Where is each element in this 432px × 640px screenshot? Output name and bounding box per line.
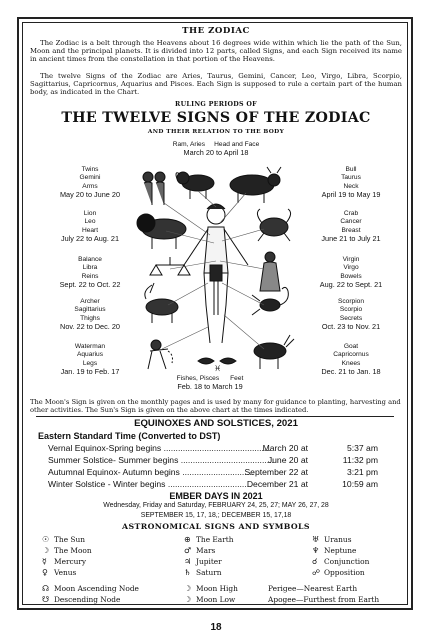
- saturn-icon: ♄: [184, 568, 192, 577]
- page-number: 18: [210, 622, 222, 633]
- sign-latin: Cancer: [340, 218, 362, 226]
- symbol-label: Saturn: [196, 568, 222, 577]
- sun-icon: ☉: [42, 535, 50, 544]
- scorpion-icon: [252, 287, 288, 315]
- symbol-label: Mars: [196, 546, 216, 555]
- symbol-label: Moon High: [196, 584, 238, 593]
- opposition-icon: ☍: [312, 568, 321, 577]
- equinox-row-autumnal: [48, 467, 378, 479]
- sign-latin: Aquarius: [76, 351, 104, 359]
- leo-sign-label: [40, 210, 140, 244]
- symbol-label: The Moon: [54, 546, 92, 555]
- symbol-moon: [42, 546, 152, 557]
- equinox-title: EQUINOXES AND SOLSTICES, 2021: [134, 418, 298, 429]
- sign-name: Goat: [343, 343, 359, 350]
- pisces-name: Fishes, Pisces Feet: [176, 375, 244, 382]
- relation-subheading: AND THEIR RELATION TO THE BODY: [147, 129, 285, 135]
- equinox-label: Autumnal Equinox- Autumn begins ..............................: [48, 467, 254, 477]
- symbol-label: Jupiter: [196, 557, 222, 566]
- ember-days-line-1: Wednesday, Friday and Saturday, FEBRUARY 24, 25, 27; MAY 26, 27, 28: [103, 502, 329, 509]
- perigee-definition: Perigee—Nearest Earth: [268, 584, 358, 593]
- equinox-row-summer: [48, 455, 378, 467]
- earth-icon: ⊕: [184, 535, 191, 544]
- symbol-label: Descending Node: [54, 595, 121, 604]
- symbol-venus: [42, 568, 152, 579]
- symbol-moon-high: [184, 584, 264, 595]
- divider-line: [36, 416, 394, 417]
- goat-icon: [254, 335, 294, 369]
- symbol-conjunction: [312, 557, 404, 568]
- equinox-date: September 22 at: [244, 467, 308, 477]
- svg-text:♓: ♓: [214, 364, 222, 373]
- sign-name: Lion: [83, 210, 97, 217]
- perigee-apogee: [268, 584, 406, 606]
- moon-nodes: [42, 584, 172, 606]
- symbol-label: Neptune: [324, 546, 357, 555]
- aquarius-sign-label: [40, 343, 140, 377]
- symbol-jupiter: [184, 557, 294, 568]
- ram-icon: [176, 172, 214, 199]
- eastern-time-subtitle: Eastern Standard Time (Converted to DST): [38, 431, 221, 441]
- descending-node-icon: ☋: [42, 595, 50, 604]
- gemini-sign-label: [40, 166, 140, 200]
- sign-body-part: Heart: [81, 226, 99, 234]
- symbol-saturn: [184, 568, 294, 579]
- equinox-row-winter: [48, 479, 378, 491]
- sign-dates: Sept. 22 to Oct. 22: [59, 280, 121, 290]
- jupiter-icon: ♃: [184, 557, 192, 566]
- sign-body-part: Secrets: [339, 314, 363, 322]
- intro-paragraph-2: The twelve Signs of the Zodiac are Aries, Taurus, Gemini, Cancer, Leo, Virgo, Libra, Scorpio, Sagittarius, Capricornus, Aquarius and Pisces. Each Sign is supposed to rule a certain part of the human body, as indicated in the Chart.: [30, 72, 402, 97]
- mars-icon: ♂: [184, 546, 192, 555]
- sign-dates: Jan. 19 to Feb. 17: [60, 367, 120, 377]
- pisces-sign-label: [130, 375, 290, 392]
- sign-latin: Leo: [84, 218, 96, 226]
- symbol-label: Mercury: [54, 557, 87, 566]
- equinox-date: June 20 at: [267, 455, 308, 465]
- sign-name: Archer: [80, 298, 100, 305]
- symbol-label: Uranus: [324, 535, 352, 544]
- twelve-signs-heading: THE TWELVE SIGNS OF THE ZODIAC: [61, 110, 371, 126]
- ember-days-line-2: SEPTEMBER 15, 17, 18,; DECEMBER 15, 17,18: [140, 512, 292, 519]
- sign-body-part: Arms: [82, 182, 98, 190]
- pisces-dates: Feb. 18 to March 19: [177, 382, 243, 392]
- zodiac-man-figure: [184, 204, 248, 343]
- symbols-column-3: [312, 535, 404, 579]
- zodiac-man-illustration: [136, 165, 296, 373]
- sign-body-part: Breast: [341, 226, 361, 234]
- libra-sign-label: [40, 256, 140, 290]
- equinox-label: Vernal Equinox-Spring begins .............................................: [48, 443, 272, 453]
- moon-high-low: [184, 584, 264, 606]
- equinox-label: Summer Solstice- Summer begins .......................................: [48, 455, 274, 465]
- symbol-mars: [184, 546, 294, 557]
- bull-icon: [230, 167, 281, 203]
- symbol-label: Moon Ascending Node: [54, 584, 139, 593]
- symbol-moon-low: [184, 595, 264, 606]
- symbol-label: The Sun: [54, 535, 85, 544]
- scorpio-sign-label: [300, 298, 402, 332]
- virgin-icon: [260, 252, 280, 291]
- equinox-time: 11:32 pm: [342, 455, 378, 465]
- equinox-row-vernal: [48, 443, 378, 455]
- sign-body-part: Neck: [343, 182, 359, 190]
- sign-dates: June 21 to July 21: [321, 234, 381, 244]
- fishes-icon: [198, 358, 236, 373]
- waterman-icon: [148, 340, 173, 369]
- sign-latin: Virgo: [343, 264, 359, 272]
- aries-sign-label: [0, 141, 432, 158]
- symbol-neptune: [312, 546, 404, 557]
- virgo-sign-label: [300, 256, 402, 290]
- intro-paragraph-1: The Zodiac is a belt through the Heavens about 16 degrees wide within which lie the path of the Sun, Moon and the principal planets. It is divided into 12 parts, called Signs, and each Sign received its name in ancient times from the constellation in that portion of the Heavens.: [30, 39, 402, 64]
- sign-name: Virgin: [342, 256, 360, 263]
- moon-low-icon: ☽: [184, 595, 192, 604]
- symbol-opposition: [312, 568, 404, 579]
- sign-body-part: Knees: [341, 359, 361, 367]
- moon-sign-note: The Moon's Sign is given on the monthly pages and is used by many for guidance to planting, harvesting and other activities. The Sun's Sign is given on the above chart at the times indicated.: [30, 398, 401, 414]
- sign-name: Twins: [81, 166, 99, 173]
- lion-icon: [137, 214, 186, 249]
- cancer-sign-label: [300, 210, 402, 244]
- sign-body-part: Bowels: [340, 272, 362, 280]
- mercury-icon: ☿: [42, 557, 47, 566]
- symbol-label: The Earth: [196, 535, 234, 544]
- equinox-date: March 20 at: [262, 443, 308, 453]
- aries-name: Ram, Aries Head and Face: [172, 141, 260, 148]
- sign-dates: Oct. 23 to Nov. 21: [321, 322, 381, 332]
- sign-body-part: Thighs: [80, 314, 100, 322]
- symbols-column-2: [184, 535, 294, 579]
- symbol-moon-ascending-node: [42, 584, 172, 595]
- archer-icon: [145, 283, 178, 323]
- sign-dates: Aug. 22 to Sept. 21: [319, 280, 383, 290]
- aries-dates: March 20 to April 18: [183, 148, 249, 158]
- sign-name: Scorpion: [337, 298, 365, 305]
- sign-name: Bull: [345, 166, 357, 173]
- symbol-label: Conjunction: [324, 557, 370, 566]
- equinox-label: Winter Solstice - Winter begins ...................................: [48, 479, 252, 489]
- twins-icon: [143, 172, 165, 205]
- ascending-node-icon: ☊: [42, 584, 50, 593]
- uranus-icon: ♅: [312, 535, 320, 544]
- sign-latin: Libra: [82, 264, 98, 272]
- symbol-mercury: [42, 557, 152, 568]
- moon-icon: ☽: [42, 546, 50, 555]
- sign-dates: Dec. 21 to Jan. 18: [321, 367, 381, 377]
- sign-dates: July 22 to Aug. 21: [60, 234, 119, 244]
- capricornus-sign-label: [300, 343, 402, 377]
- sign-body-part: Reins: [81, 272, 99, 280]
- sign-latin: Taurus: [341, 174, 361, 182]
- sign-name: Crab: [343, 210, 359, 217]
- apogee-definition: Apogee—Furthest from Earth: [268, 595, 380, 604]
- equinox-time: 3:21 pm: [346, 467, 378, 477]
- sign-dates: April 19 to May 19: [321, 190, 381, 200]
- symbol-descending-node: [42, 595, 172, 606]
- conjunction-icon: ☌: [312, 557, 318, 566]
- symbol-label: Moon Low: [196, 595, 236, 604]
- symbol-earth: [184, 535, 294, 546]
- symbols-column-1: [42, 535, 152, 579]
- moon-high-icon: ☽: [184, 584, 192, 593]
- sign-latin: Scorpio: [339, 306, 363, 314]
- crab-icon: [257, 209, 290, 241]
- ember-days-title: EMBER DAYS IN 2021: [169, 491, 263, 501]
- equinox-time: 5:37 am: [346, 443, 378, 453]
- balance-icon: [150, 257, 190, 275]
- sagittarius-sign-label: [40, 298, 140, 332]
- sign-latin: Gemini: [79, 174, 101, 182]
- astronomical-signs-title: ASTRONOMICAL SIGNS AND SYMBOLS: [122, 522, 310, 531]
- symbol-sun: [42, 535, 152, 546]
- symbol-label: Opposition: [324, 568, 365, 577]
- symbol-uranus: [312, 535, 404, 546]
- venus-icon: ♀: [42, 568, 48, 577]
- taurus-sign-label: [300, 166, 402, 200]
- sign-name: Balance: [78, 256, 102, 263]
- equinox-date: December 21 at: [246, 479, 308, 489]
- sign-dates: Nov. 22 to Dec. 20: [60, 322, 120, 332]
- sign-latin: Capricornus: [333, 351, 369, 359]
- sign-latin: Sagittarius: [74, 306, 106, 314]
- sign-name: Waterman: [74, 343, 106, 350]
- neptune-icon: ♆: [312, 546, 320, 555]
- symbol-label: Venus: [54, 568, 77, 577]
- equinox-time: 10:59 am: [342, 479, 378, 489]
- ruling-periods-label: RULING PERIODS OF: [175, 101, 257, 108]
- sign-dates: May 20 to June 20: [59, 190, 121, 200]
- sign-body-part: Legs: [82, 359, 98, 367]
- zodiac-title: THE ZODIAC: [182, 26, 250, 36]
